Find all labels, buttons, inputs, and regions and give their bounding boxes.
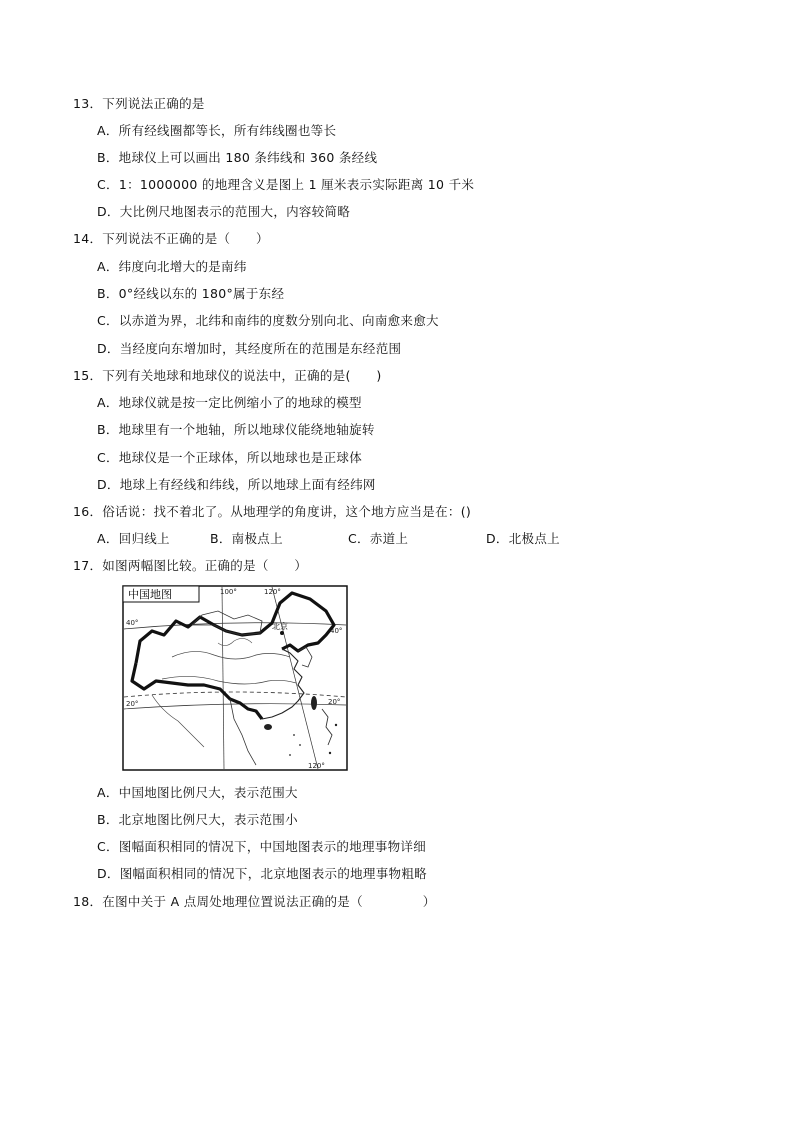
- question-15-option-d: D．地球上有经线和纬线，所以地球上面有经纬网: [97, 477, 376, 492]
- question-16-option-d: D．北极点上: [486, 531, 560, 546]
- question-14-option-d: D．当经度向东增加时，其经度所在的范围是东经范围: [97, 341, 402, 356]
- question-14-option-a: A．纬度向北增大的是南纬: [97, 259, 247, 274]
- question-13-option-b: B．地球仪上可以画出 180 条纬线和 360 条经线: [97, 150, 378, 165]
- island-dot: [335, 724, 337, 726]
- island-dot: [289, 754, 291, 756]
- question-16-option-c: C．赤道上: [348, 531, 409, 546]
- question-15-option-c: C．地球仪是一个正球体，所以地球也是正球体: [97, 450, 363, 465]
- question-17-option-c: C．图幅面积相同的情况下，中国地图表示的地理事物详细: [97, 839, 427, 854]
- map-title: 中国地图: [128, 588, 172, 601]
- question-15-option-a: A．地球仪就是按一定比例缩小了的地球的模型: [97, 395, 362, 410]
- question-18-stem: 18．在图中关于 A 点周处地理位置说法正确的是（ ）: [73, 894, 436, 909]
- label-lat-20-left: 20°: [126, 700, 139, 708]
- question-14-stem: 14．下列说法不正确的是（ ）: [73, 231, 269, 246]
- question-17-option-d: D．图幅面积相同的情况下，北京地图表示的地理事物粗略: [97, 866, 427, 881]
- question-13-option-d: D．大比例尺地图表示的范围大，内容较简略: [97, 204, 351, 219]
- label-lon-120-top: 120°: [264, 588, 281, 596]
- question-14-option-b: B．0°经线以东的 180°属于东经: [97, 286, 285, 301]
- hainan-island: [264, 724, 272, 730]
- island-dot: [293, 734, 295, 736]
- island-dot: [299, 744, 301, 746]
- beijing-marker: [280, 631, 284, 635]
- map-frame: [123, 586, 347, 770]
- question-17-option-b: B．北京地图比例尺大，表示范围小: [97, 812, 298, 827]
- taiwan-island: [311, 696, 317, 710]
- question-13-option-a: A．所有经线圈都等长，所有纬线圈也等长: [97, 123, 337, 138]
- question-14-option-c: C．以赤道为界，北纬和南纬的度数分别向北、向南愈来愈大: [97, 313, 439, 328]
- beijing-label: 北京: [272, 622, 288, 631]
- question-15-stem: 15．下列有关地球和地球仪的说法中，正确的是( ): [73, 368, 382, 383]
- question-13-option-c: C．1：1000000 的地理含义是图上 1 厘米表示实际距离 10 千米: [97, 177, 475, 192]
- question-17-option-a: A．中国地图比例尺大，表示范围大: [97, 785, 298, 800]
- question-15-option-b: B．地球里有一个地轴，所以地球仪能绕地轴旋转: [97, 422, 375, 437]
- label-lat-20-right: 20°: [328, 698, 341, 706]
- label-lat-40-left: 40°: [126, 619, 139, 627]
- china-map-figure: [122, 585, 348, 771]
- label-lon-100: 100°: [220, 588, 237, 596]
- label-lon-120-bottom: 120°: [308, 762, 325, 770]
- question-16-stem: 16．俗话说：找不着北了。从地理学的角度讲，这个地方应当是在：(): [73, 504, 472, 519]
- label-lat-40-right: 40°: [330, 627, 343, 635]
- question-16-option-b: B．南极点上: [210, 531, 283, 546]
- question-17-stem: 17．如图两幅图比较。正确的是（ ）: [73, 558, 308, 573]
- question-16-option-a: A．回归线上: [97, 531, 170, 546]
- question-13-stem: 13．下列说法正确的是: [73, 96, 205, 111]
- island-dot: [329, 752, 331, 754]
